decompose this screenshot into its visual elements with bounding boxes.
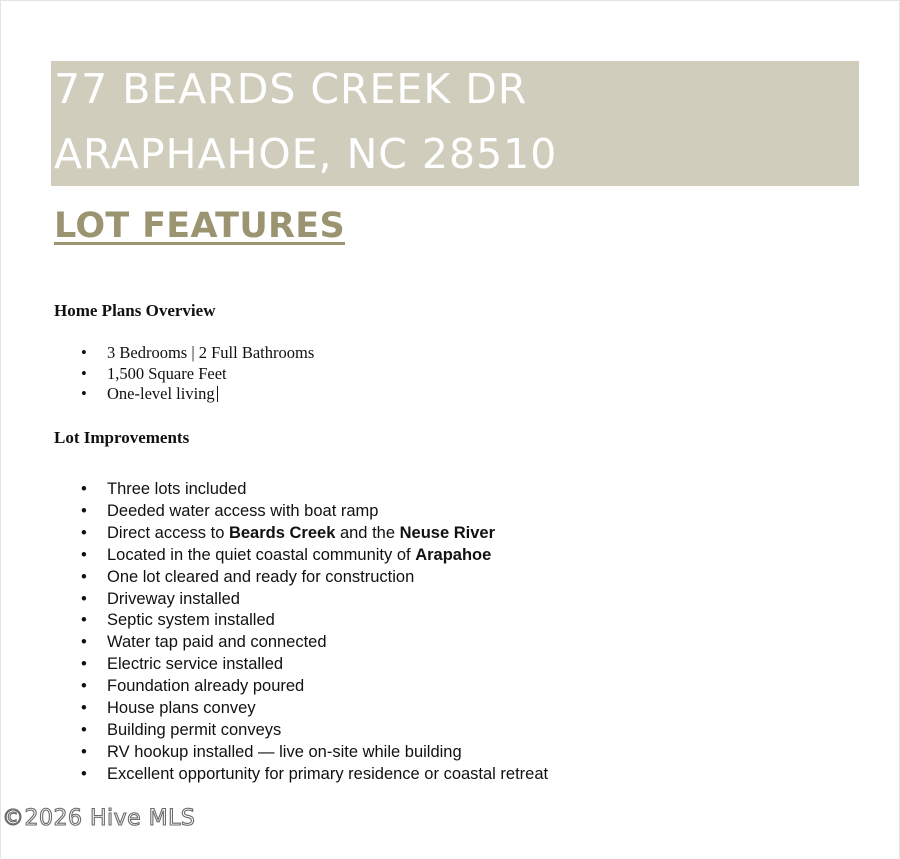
list-item (78, 479, 548, 501)
list-item (78, 654, 548, 676)
list-item (78, 764, 548, 786)
list-item-text: 1,500 Square Feet (107, 363, 227, 383)
list-item (78, 567, 548, 589)
bullet-icon: • (81, 677, 87, 696)
home-plans-list (78, 343, 314, 405)
list-item (78, 676, 548, 698)
list-item-text: Deeded water access with boat ramp (107, 501, 379, 520)
lot-improvements-heading: Lot Improvements (54, 428, 190, 447)
bullet-icon: • (81, 589, 87, 608)
list-item (78, 589, 548, 611)
bullet-icon: • (81, 545, 87, 564)
list-item-text: One lot cleared and ready for construction (107, 567, 415, 586)
bullet-icon: • (81, 363, 87, 383)
bullet-icon: • (81, 480, 87, 498)
list-item (78, 698, 548, 720)
list-item (78, 742, 548, 764)
list-item (78, 610, 548, 632)
bullet-icon: • (81, 720, 87, 739)
bullet-icon: • (81, 343, 87, 362)
address-line-1: 77 BEARDS CREEK DR (54, 65, 528, 113)
bullet-icon: • (81, 764, 87, 783)
lot-improvements-list (78, 479, 548, 786)
list-item-text: One-level living (107, 384, 215, 403)
bullet-icon: • (81, 699, 87, 718)
list-item-bold: Arapahoe (415, 545, 492, 564)
text-cursor (217, 386, 218, 402)
list-item (78, 545, 548, 567)
list-item (78, 523, 548, 545)
list-item-text: Direct access to (107, 523, 229, 542)
bullet-icon: • (81, 384, 87, 403)
list-item-text: Building permit conveys (107, 720, 282, 739)
list-item-text: Located in the quiet coastal community of (107, 545, 416, 564)
list-item (78, 364, 314, 385)
list-item-text: Water tap paid and connected (107, 633, 327, 652)
list-item-text: 3 Bedrooms | 2 Full Bathrooms (107, 343, 315, 362)
list-item-bold: Neuse River (399, 523, 495, 542)
bullet-icon: • (81, 523, 87, 542)
list-item-bold: Beards Creek (228, 523, 336, 542)
bullet-icon: • (81, 742, 87, 761)
list-item-text: House plans convey (107, 699, 256, 718)
list-item-text: RV hookup installed — live on-site while building (107, 742, 462, 761)
list-item-text: Septic system installed (107, 611, 275, 630)
bullet-icon: • (81, 655, 87, 674)
list-item-text: Foundation already poured (107, 677, 305, 696)
list-item (78, 632, 548, 654)
list-item (78, 501, 548, 523)
bullet-icon: • (81, 611, 87, 630)
home-plans-heading: Home Plans Overview (54, 301, 216, 320)
address-line-2: ARAPHAHOE, NC 28510 (54, 130, 558, 178)
bullet-icon: • (81, 567, 87, 586)
list-item (78, 343, 314, 364)
list-item (78, 384, 314, 405)
list-item (78, 720, 548, 742)
mls-watermark: ©2026 Hive MLS (2, 806, 196, 831)
list-item-text: Excellent opportunity for primary residence or coastal retreat (107, 764, 549, 783)
list-item-text: Driveway installed (107, 589, 240, 608)
section-title: LOT FEATURES (54, 206, 346, 246)
bullet-icon: • (81, 501, 87, 520)
list-item-text: Three lots included (107, 480, 247, 498)
bullet-icon: • (81, 633, 87, 652)
list-item-text: and the (335, 523, 400, 542)
list-item-text: Electric service installed (107, 655, 284, 674)
